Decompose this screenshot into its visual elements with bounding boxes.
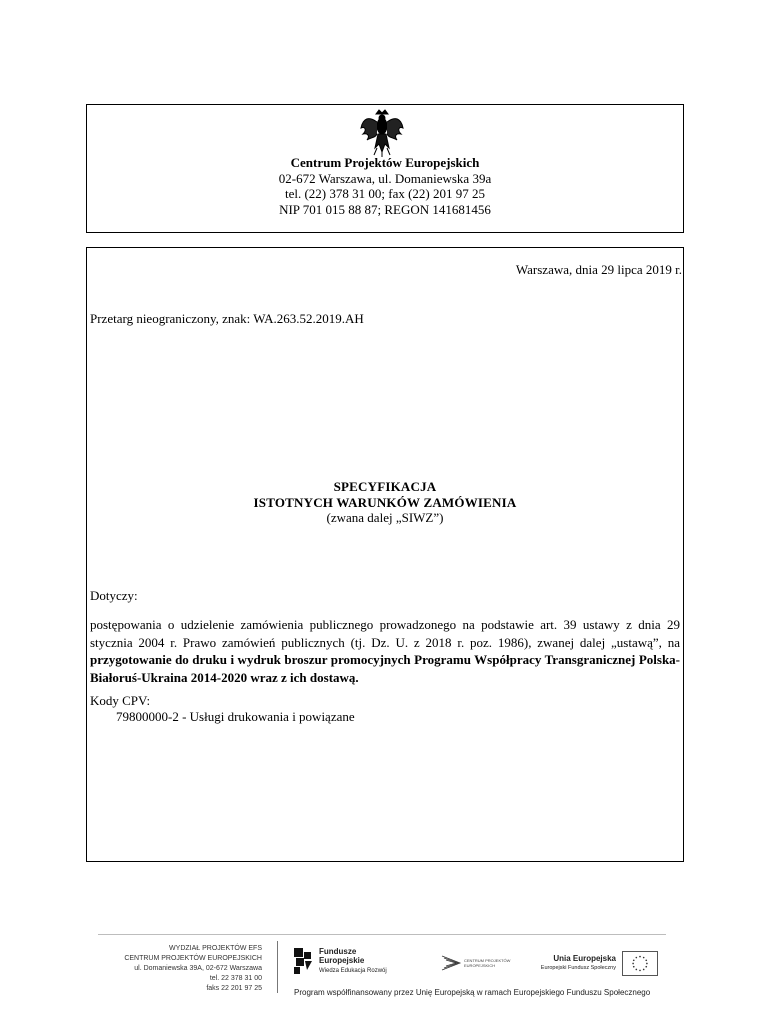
- footer-dept-line: CENTRUM PROJEKTÓW EUROPEJSKICH: [124, 955, 262, 962]
- fundusze-europejskie-logo: [319, 947, 387, 976]
- footer-divider: [98, 934, 666, 935]
- eu-flag-icon: [622, 951, 658, 976]
- concerning-label: Dotyczy:: [90, 588, 138, 603]
- footer-department-info: [100, 944, 262, 994]
- footer-dept-line: faks 22 201 97 25: [206, 985, 262, 992]
- subject-paragraph-plain: postępowania o udzielenie zamówienia publicznego prowadzonego na podstawie art. 39 ustawy z dnia 29 stycznia 2004 r. Prawo zamówień publicznych (tj. Dz. U. z 2018 r. poz. 1986), zwanej dalej „ustawą”, na: [90, 617, 680, 650]
- document-date: Warszawa, dnia 29 lipca 2019 r.: [515, 262, 682, 277]
- polish-eagle-emblem: [359, 108, 405, 158]
- footer-dept-line: ul. Domaniewska 39A, 02-672 Warszawa: [134, 965, 262, 972]
- title-line-2: ISTOTNYCH WARUNKÓW ZAMÓWIENIA: [253, 494, 517, 510]
- subject-paragraph: [90, 616, 680, 686]
- subject-paragraph-bold: przygotowanie do druku i wydruk broszur promocyjnych Programu Współpracy Transgranicznej Polska-Białoruś-Ukraina 2014-2020 wraz z ich dostawą.: [90, 652, 680, 685]
- institution-header: [86, 155, 684, 217]
- cpe-logo-icon: [440, 952, 464, 974]
- main-content-box: [86, 247, 684, 862]
- fe-title-2: Europejskie: [319, 956, 365, 965]
- footer-dept-line: WYDZIAŁ PROJEKTÓW EFS: [169, 945, 262, 952]
- fe-title-1: Fundusze: [319, 947, 357, 956]
- document-title: [86, 479, 684, 526]
- title-line-3: (zwana dalej „SIWZ”): [326, 510, 444, 525]
- eu-title: Unia Europejska: [553, 954, 616, 963]
- footer-separator: [277, 941, 278, 993]
- institution-address: 02-672 Warszawa, ul. Domaniewska 39a: [278, 170, 492, 186]
- eu-subtitle: Europejski Fundusz Społeczny: [540, 965, 616, 971]
- footer-dept-line: tel. 22 378 31 00: [209, 975, 262, 982]
- eu-logo-text: [530, 954, 616, 971]
- institution-ids: NIP 701 015 88 87; REGON 141681456: [279, 201, 491, 217]
- institution-name: Centrum Projektów Europejskich: [290, 155, 480, 170]
- institution-contact: tel. (22) 378 31 00; fax (22) 201 97 25: [284, 186, 486, 201]
- cofinancing-note: Program współfinansowany przez Unię Europejską w ramach Europejskiego Funduszu Społecznego: [294, 988, 651, 997]
- title-line-1: SPECYFIKACJA: [333, 479, 437, 494]
- tender-reference: Przetarg nieograniczony, znak: WA.263.52.2019.AH: [90, 311, 364, 326]
- cpv-label: Kody CPV:: [90, 693, 151, 708]
- cpv-code: 79800000-2 - Usługi drukowania i powiązane: [116, 709, 355, 724]
- cpe-logo-text: CENTRUM PROJEKTÓW EUROPEJSKICH: [464, 958, 511, 968]
- fe-subtitle: Wiedza Edukacja Rozwój: [319, 968, 387, 974]
- fundusze-europejskie-logo-icon: [292, 946, 316, 976]
